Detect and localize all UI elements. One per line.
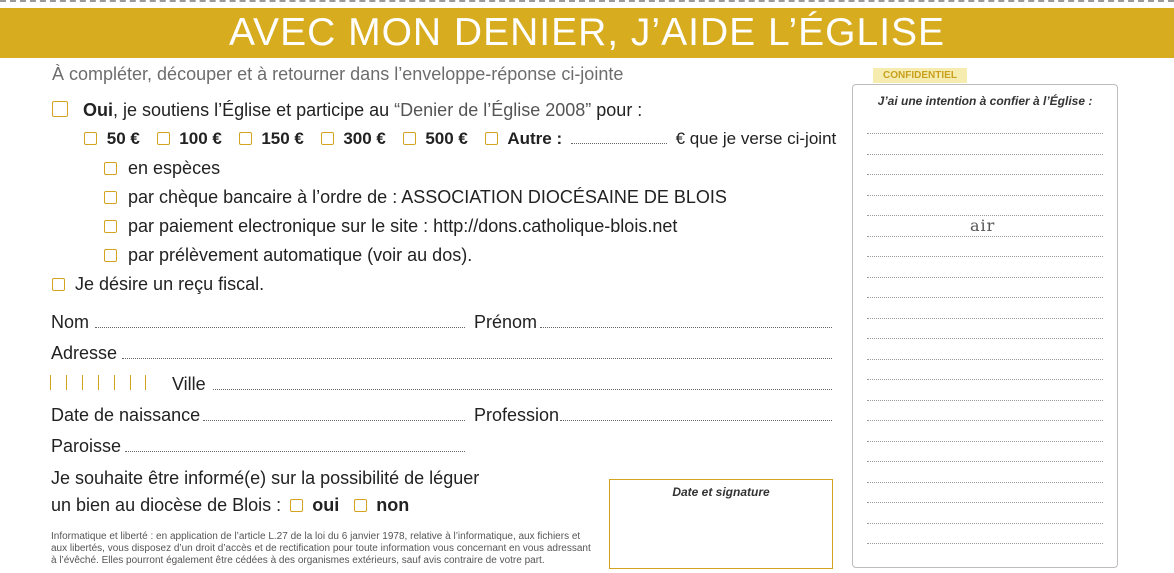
confidential-box[interactable] bbox=[852, 84, 1118, 568]
confidential-writing-line bbox=[867, 420, 1103, 421]
legacy-line1: Je souhaite être informé(e) sur la possibilité de léguer bbox=[51, 468, 480, 488]
amount-checkbox-other[interactable] bbox=[485, 132, 498, 145]
naissance-field[interactable] bbox=[203, 420, 465, 421]
adresse-field[interactable] bbox=[122, 358, 832, 359]
signature-box[interactable] bbox=[609, 479, 833, 569]
amount-500: 500 € bbox=[425, 129, 468, 148]
prenom-field[interactable] bbox=[540, 327, 832, 328]
profession-field[interactable] bbox=[560, 420, 832, 421]
postal-code-field[interactable] bbox=[50, 375, 146, 390]
confidential-writing-line bbox=[867, 338, 1103, 339]
legacy-line2-row bbox=[51, 495, 409, 516]
confidential-writing-line bbox=[867, 400, 1103, 401]
confidential-writing-line bbox=[867, 502, 1103, 503]
receipt-row bbox=[52, 274, 264, 295]
confidential-tab: CONFIDENTIEL bbox=[873, 68, 967, 83]
confidential-writing-line bbox=[867, 297, 1103, 298]
amount-50: 50 € bbox=[106, 129, 140, 148]
oui-label: Oui bbox=[83, 100, 114, 120]
confidential-writing-line bbox=[867, 133, 1103, 134]
confidential-writing-line bbox=[867, 543, 1103, 544]
legacy-non-label: non bbox=[376, 495, 410, 515]
legal-notice: Informatique et liberté : en application de l’article L.27 de la loi du 6 janvier 1978, relative à l’informatique, aux fichiers et aux libertés, vous disposez d’un droit d’accès et de rectification pour toute information vous concernant en vous adressant à l’évêché. Elles pourront également être cédées à des organismes extérieurs, sauf avis contraire de votre part. bbox=[51, 531, 591, 566]
naissance-label: Date de naissance bbox=[51, 405, 201, 425]
oui-checkbox[interactable] bbox=[52, 101, 68, 117]
receipt-checkbox[interactable] bbox=[52, 278, 65, 291]
payment-cash-label: en espèces bbox=[128, 158, 221, 178]
confidential-writing-line bbox=[867, 461, 1103, 462]
confidential-writing-line bbox=[867, 359, 1103, 360]
payment-cash-checkbox[interactable] bbox=[104, 162, 117, 175]
amount-checkbox-50[interactable] bbox=[84, 132, 97, 145]
amount-100: 100 € bbox=[179, 129, 222, 148]
payment-direct-debit bbox=[104, 245, 472, 266]
profession-label: Profession bbox=[474, 405, 560, 425]
payment-cash bbox=[104, 158, 220, 179]
confidential-writing-line bbox=[867, 174, 1103, 175]
support-text: , je soutiens l’Église et participe au bbox=[113, 100, 395, 120]
amount-150: 150 € bbox=[261, 129, 304, 148]
confidential-writing-line bbox=[867, 441, 1103, 442]
payment-online-label: par paiement electronique sur le site : http://dons.catholique-blois.net bbox=[128, 216, 678, 236]
paroisse-label: Paroisse bbox=[51, 436, 122, 456]
stamp-mark: air bbox=[970, 216, 996, 235]
confidential-writing-line bbox=[867, 256, 1103, 257]
receipt-label: Je désire un reçu fiscal. bbox=[75, 274, 265, 294]
other-label: Autre : bbox=[507, 129, 563, 148]
payment-online-checkbox[interactable] bbox=[104, 220, 117, 233]
adresse-label: Adresse bbox=[51, 343, 118, 363]
subtitle: À compléter, découper et à retourner dans l’enveloppe-réponse ci-jointe bbox=[52, 64, 624, 84]
nom-label: Nom bbox=[51, 312, 90, 332]
confidential-writing-line bbox=[867, 379, 1103, 380]
amount-checkbox-500[interactable] bbox=[403, 132, 416, 145]
confidential-writing-line bbox=[867, 482, 1103, 483]
confidential-writing-line bbox=[867, 523, 1103, 524]
amount-checkbox-100[interactable] bbox=[157, 132, 170, 145]
other-amount-field[interactable] bbox=[571, 132, 667, 144]
legacy-line2: un bien au diocèse de Blois : bbox=[51, 495, 282, 515]
ville-field[interactable] bbox=[213, 389, 832, 390]
amount-checkbox-150[interactable] bbox=[239, 132, 252, 145]
payment-cheque bbox=[104, 187, 727, 208]
prenom-label: Prénom bbox=[474, 312, 538, 332]
legacy-oui-checkbox[interactable] bbox=[290, 499, 303, 512]
cut-line bbox=[0, 0, 1174, 6]
page-title: AVEC MON DENIER, J’AIDE L’ÉGLISE bbox=[0, 8, 1174, 58]
amount-checkbox-300[interactable] bbox=[321, 132, 334, 145]
payment-cheque-label: par chèque bancaire à l’ordre de : ASSOCIATION DIOCÉSAINE DE BLOIS bbox=[128, 187, 727, 207]
campaign-name: “Denier de l’Église 2008” bbox=[394, 100, 592, 120]
paroisse-field[interactable] bbox=[125, 451, 465, 452]
ville-label: Ville bbox=[172, 374, 206, 394]
confidential-writing-line bbox=[867, 236, 1103, 237]
legacy-oui-label: oui bbox=[312, 495, 340, 515]
support-line bbox=[52, 100, 642, 121]
payment-direct-debit-checkbox[interactable] bbox=[104, 249, 117, 262]
confidential-writing-line bbox=[867, 195, 1103, 196]
support-text-end: pour : bbox=[591, 100, 643, 120]
amount-300: 300 € bbox=[343, 129, 386, 148]
signature-label: Date et signature bbox=[672, 485, 770, 499]
payment-direct-debit-label: par prélèvement automatique (voir au dos). bbox=[128, 245, 473, 265]
nom-field[interactable] bbox=[95, 327, 465, 328]
legacy-non-checkbox[interactable] bbox=[354, 499, 367, 512]
confidential-writing-line bbox=[867, 154, 1103, 155]
confidential-title: J’ai une intention à confier à l’Église : bbox=[877, 94, 1093, 108]
payment-cheque-checkbox[interactable] bbox=[104, 191, 117, 204]
amounts-row bbox=[84, 129, 836, 149]
other-suffix: € que je verse ci-joint bbox=[675, 129, 837, 148]
confidential-writing-line bbox=[867, 318, 1103, 319]
confidential-writing-line bbox=[867, 277, 1103, 278]
payment-online bbox=[104, 216, 677, 237]
